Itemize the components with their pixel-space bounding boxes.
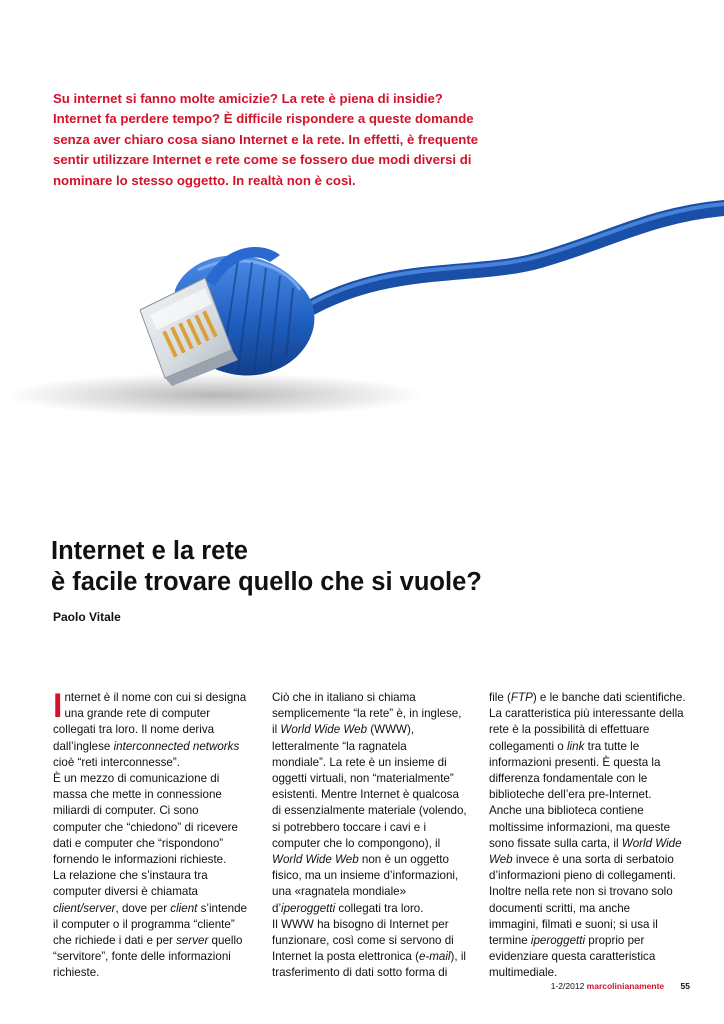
intro-line: Su internet si fanno molte amicizie? La rete è piena di insidie? [53, 91, 443, 106]
text-line: fornendo le informazioni richieste. [53, 853, 227, 867]
article-title [51, 536, 691, 598]
text-line: documenti scritti, ma anche [489, 901, 631, 915]
text-line: evidenziare questa caratteristica [489, 950, 656, 964]
drop-cap: I [53, 687, 63, 725]
text-line: una «ragnatela mondiale» [272, 885, 407, 899]
text-line: Il WWW ha bisogno di Internet per [272, 917, 449, 931]
text-line: biblioteche dell’era pre-Internet. [489, 788, 652, 802]
text-line: cioè “reti interconnesse”. [53, 755, 180, 769]
title-line: è facile trovare quello che si vuole? [51, 568, 482, 596]
text-line: che richiede i dati e per server quello [53, 934, 243, 948]
text-line: trasferimento di dati sotto forma di [272, 966, 448, 980]
ethernet-cable-icon [0, 200, 724, 540]
text-line: file (FTP) e le banche dati scientifiche. [489, 691, 686, 704]
intro-line: sentir utilizzare Internet e rete come se fossero due modi diversi di [53, 152, 472, 168]
text-line: miliardi di computer. Ci sono [53, 804, 199, 818]
text-line: una grande rete di computer [64, 707, 211, 721]
article-column-2 [272, 690, 468, 982]
text-line: Web invece è una sorta di serbatoio [489, 853, 674, 867]
text-line: sono fissate sulla carta, il World Wide [489, 836, 682, 850]
text-line: moltissime informazioni, ma queste [489, 820, 671, 834]
intro-line: Internet fa perdere tempo? È difficile rispondere a queste domande [53, 111, 474, 127]
author-byline: Paolo Vitale [53, 610, 121, 624]
intro-line: senza aver chiaro cosa siano Internet e la rete. In effetti, è frequente [53, 131, 479, 147]
text-line: dati e computer che “rispondono” [53, 836, 224, 850]
ethernet-cable-photo [0, 200, 724, 540]
text-line: La caratteristica più interessante della [489, 707, 684, 721]
text-line: Internet è il nome con cui si designa [53, 687, 247, 725]
text-line: “servitore”, fonte delle informazioni [53, 950, 231, 964]
text-line: collegamenti o link tra tutte le [489, 739, 640, 753]
text-line: mondiale”. La rete è un insieme di [272, 755, 447, 769]
text-line: client/server, dove per client s’intende [53, 901, 248, 915]
text-line: immagini, filmati e suoni; si usa il [489, 917, 658, 931]
text-line: È un mezzo di comunicazione di [53, 772, 220, 786]
text-line: richieste. [53, 966, 100, 980]
text-line: il World Wide Web (WWW), [272, 723, 415, 737]
text-line: rete è la possibilità di effettuare [489, 723, 650, 737]
text-line: esistenti. Mentre Internet è qualcosa [272, 788, 459, 802]
text-line: di essenzialmente materiale (volendo, [272, 804, 467, 818]
intro-line: nominare lo stesso oggetto. In realtà non è così. [53, 172, 356, 188]
text-line: il computer o il programma “cliente” [53, 917, 235, 931]
issue-number: 1-2/2012 [550, 981, 585, 991]
text-line: computer diversi è chiamata [53, 885, 198, 899]
page-number: 55 [680, 981, 690, 991]
text-line: massa che mette in connessione [53, 788, 222, 802]
text-line: letteralmente “la ragnatela [272, 739, 407, 753]
text-line: differenza fondamentale con le [489, 772, 648, 786]
text-line: informazioni presenti. È questa la [489, 755, 661, 769]
text-line: d’informazioni pieno di collegamenti. [489, 869, 676, 883]
article-column-3 [489, 690, 689, 982]
text-line: funzionare, così come si servono di [272, 934, 454, 948]
text-line: oggetti virtuali, non “materialmente” [272, 772, 454, 786]
text-line: Anche una biblioteca contiene [489, 804, 644, 818]
text-line: Inoltre nella rete non si trovano solo [489, 885, 673, 899]
article-column-1 [53, 687, 253, 982]
intro-lead [53, 89, 673, 191]
text-line: computer che lo compongono), il [272, 836, 441, 850]
title-line: Internet e la rete [51, 537, 248, 565]
text-line: fisico, ma un insieme d’informazioni, [272, 869, 459, 883]
page-footer [551, 981, 690, 991]
text-line: World Wide Web non è un oggetto [272, 853, 449, 867]
text-line: collegati tra loro. Il nome deriva [53, 723, 215, 737]
magazine-brand: marcolinianamente [586, 981, 665, 991]
text-line: si potrebbero toccare i cavi e i [272, 820, 427, 834]
text-line: termine iperoggetti proprio per [489, 934, 645, 948]
text-line: multimediale. [489, 966, 558, 980]
text-line: Ciò che in italiano si chiama [272, 691, 416, 704]
text-line: La relazione che s’instaura tra [53, 869, 208, 883]
text-line: computer che “chiedono” di ricevere [53, 820, 238, 834]
text-line: dall’inglese interconnected networks [53, 739, 240, 753]
text-line: semplicemente “la rete” è, in inglese, [272, 707, 462, 721]
text-line: d’iperoggetti collegati tra loro. [272, 901, 424, 915]
text-line: Internet la posta elettronica (e-mail), il [272, 950, 466, 964]
